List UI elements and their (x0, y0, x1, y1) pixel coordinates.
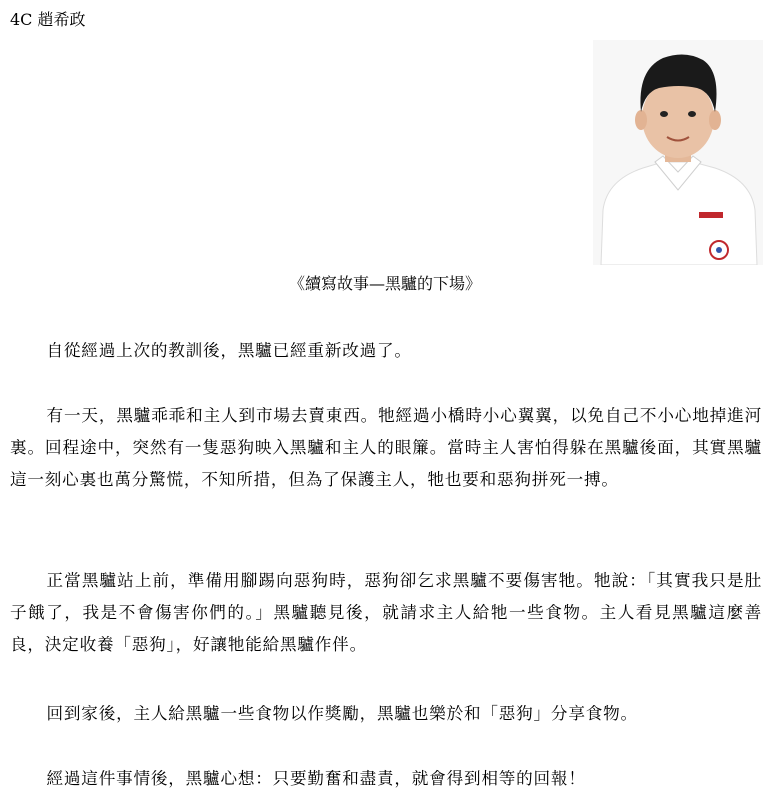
student-photo (593, 40, 763, 265)
author-line: 4C 趙希政 (10, 10, 86, 29)
paragraph-4: 回到家後，主人給黑驢一些食物以作獎勵，黑驢也樂於和「惡狗」分享食物。 (46, 704, 638, 723)
paragraph-1: 自從經過上次的教訓後，黑驢已經重新改過了。 (46, 341, 412, 360)
paragraph-5: 經過這件事情後，黑驢心想：只要勤奮和盡責，就會得到相等的回報！ (46, 769, 586, 788)
student-portrait-icon (593, 40, 763, 265)
paragraph-3: 正當黑驢站上前，準備用腳踢向惡狗時，惡狗卻乞求黑驢不要傷害牠。牠說：「其實我只是肚子餓了，我是不會傷害你們的。」黑驢聽見後，就請求主人給牠一些食物。主人看見黑驢這麼善良，決定收養「惡狗」，好讓牠能給黑驢作伴。 (10, 571, 762, 654)
story-title: 《續寫故事—黑驢的下場》 (288, 274, 481, 293)
paragraph-2: 有一天，黑驢乖乖和主人到市場去賣東西。牠經過小橋時小心翼翼，以免自己不小心地掉進河裏。回程途中，突然有一隻惡狗映入黑驢和主人的眼簾。當時主人害怕得躲在黑驢後面，其實黑驢這一刻心裏也萬分驚慌，不知所措，但為了保護主人，牠也要和惡狗拼死一搏。 (10, 406, 762, 489)
